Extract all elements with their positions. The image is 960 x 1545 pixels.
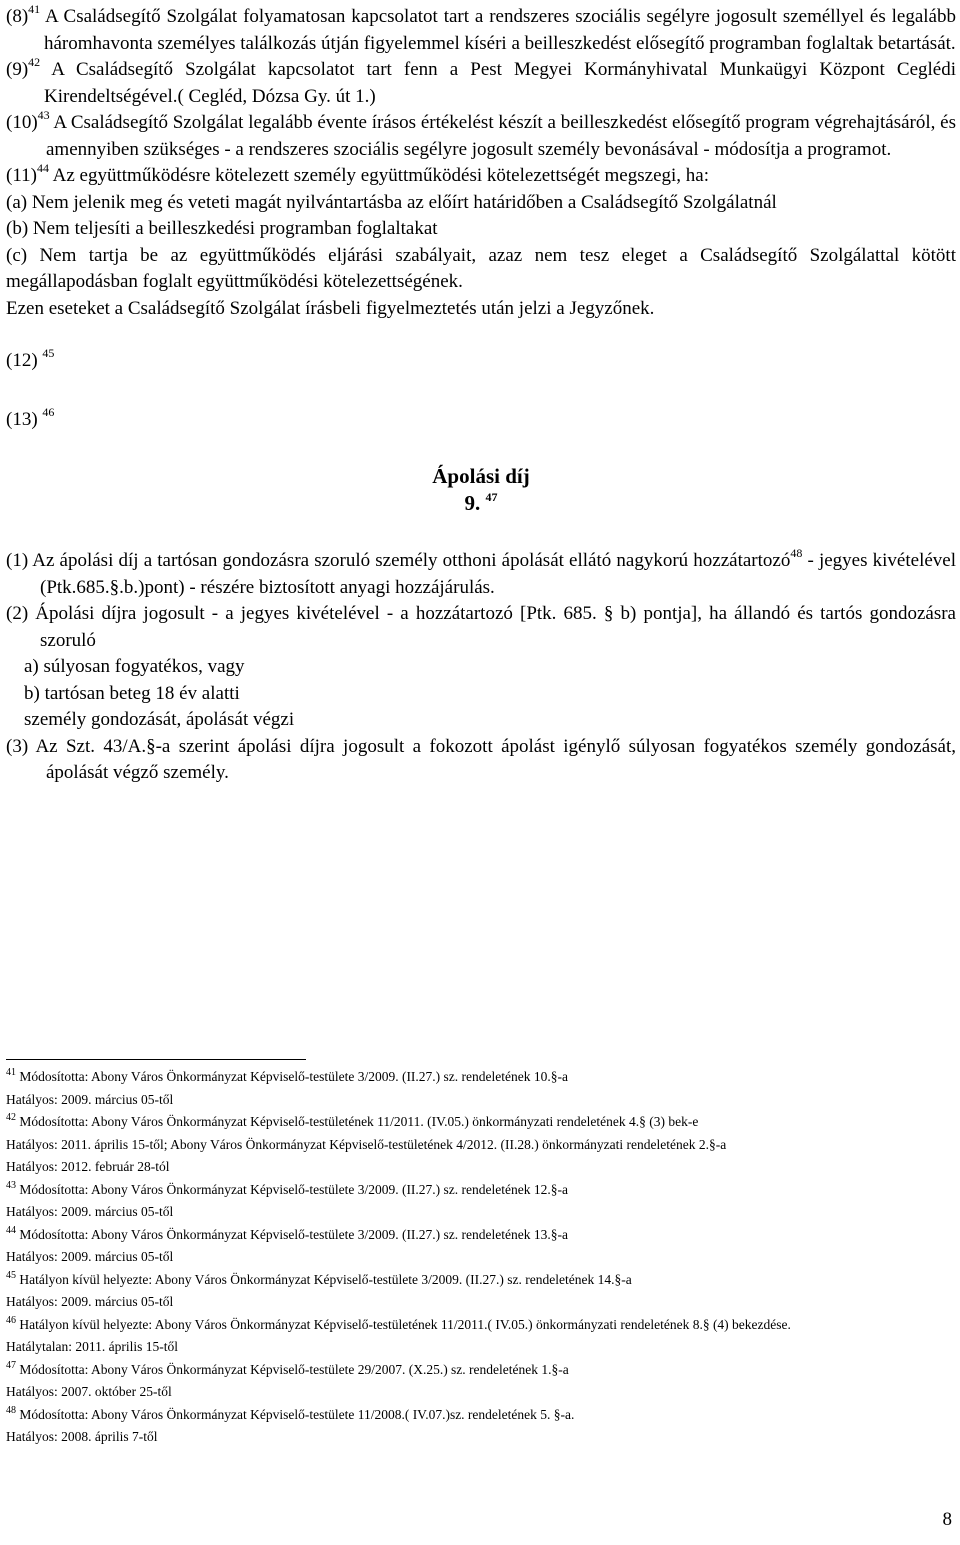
footnote-41: $^{41}$ Módosította: Abony Város Önkormányzat Képviselő-testülete 3/2009. (II.27.) sz. rendeletének 10.§-a: [6, 1067, 568, 1084]
footnote-43-effective: Hatályos: 2009. március 05-től: [6, 1204, 174, 1219]
footnote-separator: [6, 1059, 306, 1060]
footnote-44-effective: Hatályos: 2009. március 05-től: [6, 1249, 174, 1264]
ap-paragraph-1: (1) Az ápolási díj a tartósan gondozásra szoruló személy otthoni ápolását ellátó nagykorú hozzátartozó$^{48}$ - jegyes kivételével (Ptk.685.§.b.)pont) - részére biztosított anyagi hozzájárulás.: [6, 546, 956, 598]
paragraph-11-a: (a) Nem jelenik meg és veteti magát nyilvántartásba az előírt határidőben a Családsegítő Szolgálatnál: [6, 191, 777, 213]
footnote-43: $^{43}$ Módosította: Abony Város Önkormányzat Képviselő-testülete 3/2009. (II.27.) sz. rendeletének 12.§-a: [6, 1179, 568, 1197]
footnote-42: $^{42}$ Módosította: Abony Város Önkormányzat Képviselő-testületének 11/2011. (IV.05.) önkormányzati rendeletének 4.§ (3) bek-e: [6, 1112, 699, 1129]
footnote-46: $^{46}$ Hatályon kívül helyezte: Abony Város Önkormányzat Képviselő-testületének 11/2011.( IV.05.) önkormányzati rendeletének 8.§ (4) bekezdése.: [6, 1314, 791, 1332]
paragraph-11-b: (b) Nem teljesíti a beilleszkedési programban foglaltakat: [6, 218, 438, 239]
paragraph-10: $(10)^{43}$ A Családsegítő Szolgálat legalább évente írásos értékelést készít a beilleszkedést elősegítő program végrehajtásáról, és amennyiben szükséges - a rendszeres szociális segélyre jogosult személy bevonásával - módosítja a programot.: [6, 108, 956, 160]
main-text: [6, 4, 956, 787]
section-title: Ápolási díj: [432, 464, 530, 488]
footnote-ref-44[interactable]: 44: [36, 161, 49, 175]
paragraph-11-closing: Ezen eseteket a Családsegítő Szolgálat írásbeli figyelmeztetés után jelzi a Jegyzőnek.: [6, 297, 655, 319]
footnotes: [6, 1066, 956, 1449]
footnote-44: $^{44}$ Módosította: Abony Város Önkormányzat Képviselő-testülete 3/2009. (II.27.) sz. rendeletének 13.§-a: [6, 1224, 568, 1242]
ap-paragraph-2-b: b) tartósan beteg 18 év alatti: [24, 682, 240, 704]
footnote-46-effective: Hatálytalan: 2011. április 15-től: [6, 1339, 178, 1354]
footnote-ref-43[interactable]: 43: [37, 108, 50, 122]
ap-paragraph-2-closing: személy gondozását, ápolását végzi: [24, 709, 295, 730]
paragraph-11-c: (c) Nem tartja be az együttműködés eljárási szabályait, azaz nem tesz eleget a Családsegítő Szolgálattal kötött megállapodásban foglalt együttműködési kötelezettségének.: [6, 244, 956, 292]
footnote-42-effective-2: Hatályos: 2012. február 28-tól: [6, 1159, 170, 1174]
footnote-ref-41[interactable]: 41: [28, 2, 41, 16]
footnote-ref-47[interactable]: 47: [485, 489, 498, 504]
paragraph-8: $(8)^{41}$ A Családsegítő Szolgálat folyamatosan kapcsolatot tart a rendszeres szociális segélyre jogosult személlyel és legalább háromhavonta személyes találkozás útján figyelemmel kíséri a beilleszkedést elősegítő programban foglaltak betartását.: [6, 2, 956, 54]
footnote-ref-45[interactable]: 45: [42, 346, 55, 360]
footnote-41-effective: Hatályos: 2009. március 05-től: [6, 1091, 174, 1107]
paragraph-12: (12) $^{45}$: [6, 346, 55, 371]
paragraph-11: $(11)^{44}$ Az együttműködésre kötelezett személy együttműködési kötelezettségét megszegi, ha:: [6, 161, 709, 186]
footnote-ref-48[interactable]: 48: [790, 546, 803, 560]
paragraph-13: (13) $^{46}$: [6, 404, 55, 430]
footnote-48-effective: Hatályos: 2008. április 7-től: [6, 1429, 158, 1444]
footnote-45: $^{45}$ Hatályon kívül helyezte: Abony Város Önkormányzat Képviselő-testülete 3/2009. (II.27.) sz. rendeletének 14.§-a: [6, 1269, 632, 1287]
ap-paragraph-2: (2) Ápolási díjra jogosult - a jegyes kivételével - a hozzátartozó [Ptk. 685. § b) pontja], ha állandó és tartós gondozásra szoruló: [6, 603, 956, 651]
page-number: 8: [942, 1509, 952, 1530]
ap-paragraph-3: (3) Az Szt. 43/A.§-a szerint ápolási díjra jogosult a fokozott ápolást igénylő súlyosan fogyatékos személy gondozását, ápolását végző személy.: [6, 735, 956, 783]
footnote-ref-42[interactable]: 42: [28, 55, 41, 69]
footnote-47: $^{47}$ Módosította: Abony Város Önkormányzat Képviselő-testülete 29/2007. (X.25.) sz. rendeletének 1.§-a: [6, 1359, 569, 1377]
ap-paragraph-2-a: a) súlyosan fogyatékos, vagy: [24, 656, 245, 677]
footnote-47-effective: Hatályos: 2007. október 25-től: [6, 1384, 172, 1399]
footnote-42-effective: Hatályos: 2011. április 15-től; Abony Város Önkormányzat Képviselő-testületének 4/2012. (II.28.) önkormányzati rendeletének 2.§-a: [6, 1136, 727, 1152]
footnote-48: $^{48}$ Módosította: Abony Város Önkormányzat Képviselő-testülete 11/2008.( IV.07.)sz. rendeletének 5. §-a.: [6, 1404, 575, 1422]
footnote-45-effective: Hatályos: 2009. március 05-től: [6, 1294, 174, 1309]
section-number: 9. $^{47}$: [464, 489, 498, 515]
footnote-ref-46[interactable]: 46: [42, 404, 55, 419]
paragraph-9: $(9)^{42}$ A Családsegítő Szolgálat kapcsolatot tart fenn a Pest Megyei Kormányhivatal Munkaügyi Központ Ceglédi Kirendeltségével.( Cegléd, Dózsa Gy. út 1.): [6, 55, 956, 107]
